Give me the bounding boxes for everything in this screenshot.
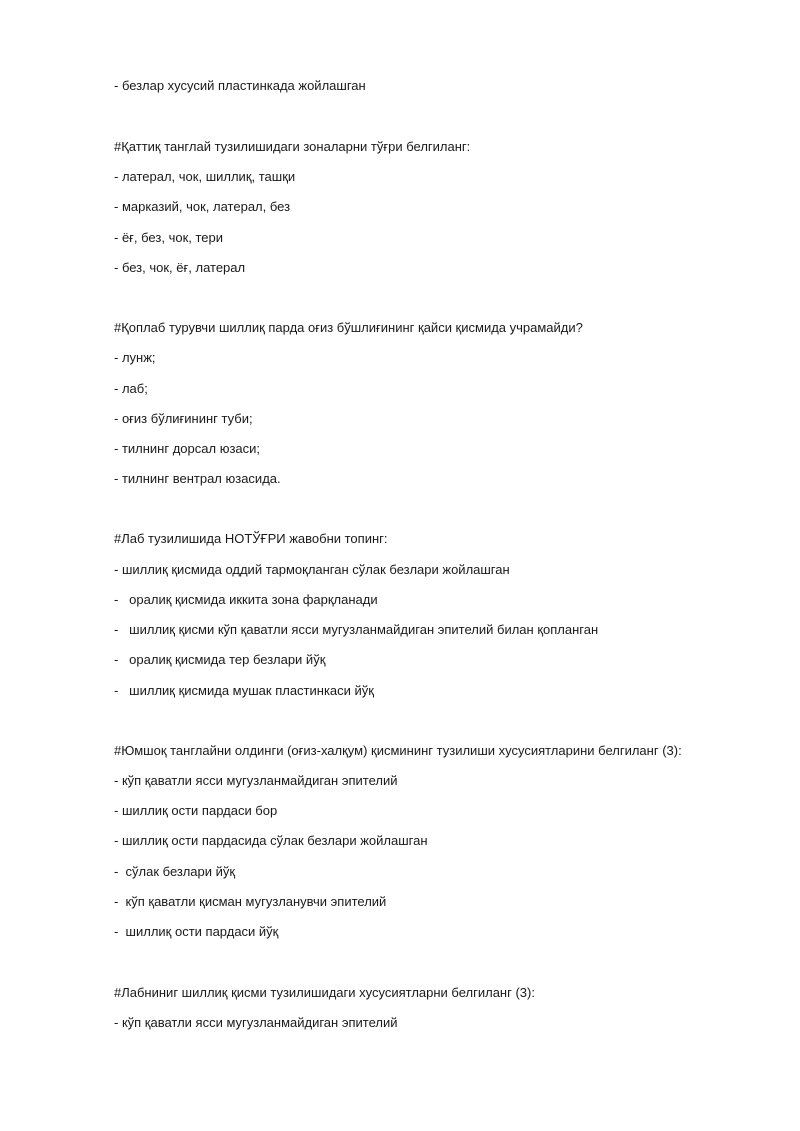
answer-option: - тилнинг дорсал юзаси;: [114, 441, 261, 456]
answer-option: - кўп қаватли қисман мугузланувчи эпителий: [114, 894, 387, 909]
answer-option: - ёғ, без, чок, тери: [114, 230, 224, 245]
question-heading: #Қоплаб турувчи шиллиқ парда оғиз бўшлиғининг қайси қисмида учрамайди?: [114, 320, 583, 335]
answer-option: - лунж;: [114, 350, 156, 365]
answer-option: - шиллиқ қисмида оддий тармоқланган сўлак безлари жойлашган: [114, 562, 510, 577]
answer-option: - оғиз бўлиғининг туби;: [114, 411, 253, 426]
answer-option: - шиллиқ ости пардаси йўқ: [114, 924, 279, 939]
answer-option: - лаб;: [114, 381, 148, 396]
answer-option: - сўлак безлари йўқ: [114, 864, 236, 879]
answer-option: - кўп қаватли ясси мугузланмайдиган эпителий: [114, 773, 398, 788]
question-heading: #Юмшоқ танглайни олдинги (оғиз-халқум) қисмининг тузилиши хусусиятларини белгиланг (3):: [114, 743, 682, 758]
answer-option: - шиллиқ ости пардаси бор: [114, 803, 278, 818]
answer-option: - шиллиқ қисми кўп қаватли ясси мугузланмайдиган эпителий билан қопланган: [114, 622, 599, 637]
question-heading: #Лаб тузилишида НОТЎҒРИ жавобни топинг:: [114, 531, 388, 546]
question-heading: #Лабниниг шиллиқ қисми тузилишидаги хусусиятларни белгиланг (3):: [114, 985, 535, 1000]
question-heading: #Қаттиқ танглай тузилишидаги зоналарни тўғри белгиланг:: [114, 139, 471, 154]
answer-option: - шиллиқ қисмида мушак пластинкаси йўқ: [114, 683, 374, 698]
answer-option: - латерал, чок, шиллиқ, ташқи: [114, 169, 296, 184]
answer-option: - без, чок, ёғ, латерал: [114, 260, 246, 275]
answer-option: - оралиқ қисмида тер безлари йўқ: [114, 652, 326, 667]
answer-option: - шиллиқ ости пардасида сўлак безлари жойлашган: [114, 833, 428, 848]
answer-option: - тилнинг вентрал юзасида.: [114, 471, 281, 486]
answer-option: - кўп қаватли ясси мугузланмайдиган эпителий: [114, 1015, 398, 1030]
answer-option: - безлар хусусий пластинкада жойлашган: [114, 78, 366, 93]
answer-option: - оралиқ қисмида иккита зона фарқланади: [114, 592, 378, 607]
answer-option: - марказий, чок, латерал, без: [114, 199, 291, 214]
